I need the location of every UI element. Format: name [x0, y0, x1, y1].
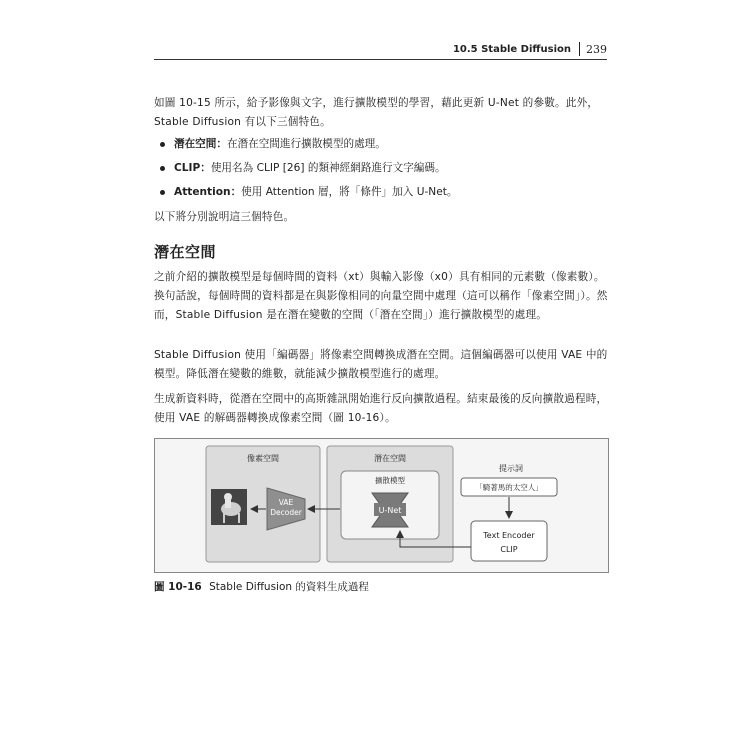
bullet-text: 使用 Attention 層，將「條件」加入 U-Net。 [241, 186, 458, 198]
bullet-clip [160, 160, 446, 176]
header-divider [579, 42, 580, 56]
text-encoder-box [471, 521, 547, 561]
bullet-dot [160, 142, 165, 147]
figure-10-16 [154, 438, 609, 573]
bullet-dot [160, 190, 165, 195]
section-heading: 潛在空間 [154, 243, 217, 261]
bullet-attention [160, 184, 457, 200]
diffusion-model-label: 擴散模型 [375, 476, 405, 485]
bullet-term: CLIP： [174, 162, 211, 174]
page-number: 239 [586, 42, 607, 56]
clip-label: CLIP [500, 545, 518, 554]
bullet-term: Attention： [174, 186, 242, 198]
caption-number: 圖 10-16 [154, 581, 202, 593]
running-header [453, 42, 607, 56]
pixel-space-label: 像素空間 [247, 454, 279, 463]
text-encoder-label: Text Encoder [483, 531, 535, 540]
paragraph-encoder: Stable Diffusion 使用「編碼器」將像素空間轉換成潛在空間。這個編碼器可以使用 VAE 中的模型。降低潛在變數的維數，就能減少擴散模型進行的處理。 [154, 349, 608, 380]
header-rule [154, 59, 607, 60]
bullet-latent [160, 136, 386, 152]
astronaut-horse-image [211, 489, 247, 525]
paragraph-generation: 生成新資料時，從潛在空間中的高斯雜訊開始進行反向擴散過程。結束最後的反向擴散過程時，使用 VAE 的解碼器轉換成像素空間（圖 10-16）。 [154, 393, 608, 424]
decoder-label: Decoder [270, 508, 302, 517]
prompt-label: 提示詞 [499, 464, 523, 473]
bullet-text: 在潛在空間進行擴散模型的處理。 [226, 138, 386, 150]
bullet-term: 潛在空間： [174, 138, 227, 150]
bullet-text: 使用名為 CLIP [26] 的類神經網路進行文字編碼。 [210, 162, 446, 174]
vae-label: VAE [278, 498, 294, 507]
latent-space-label: 潛在空間 [374, 454, 406, 463]
paragraph-summary: 以下將分別說明這三個特色。 [154, 211, 295, 223]
unet-label: U-Net [378, 506, 402, 515]
prompt-text: 「騎著馬的太空人」 [475, 483, 543, 492]
header-section: 10.5 Stable Diffusion [452, 43, 571, 55]
figure-caption [154, 579, 369, 594]
diagram [155, 439, 608, 572]
caption-text: Stable Diffusion 的資料生成過程 [209, 581, 369, 593]
paragraph-latent: 之前介紹的擴散模型是每個時間的資料（xt）與輸入影像（x0）具有相同的元素數（像素數）。換句話說，每個時間的資料都是在與影像相同的向量空間中處理（這可以稱作「像素空間」）。然而，Stable Diffusion 是在潛在變數的空間（「潛在空間」）進行擴散模型的處理。 [154, 271, 608, 321]
bullet-dot [160, 166, 165, 171]
paragraph-intro: 如圖 10-15 所示，給予影像與文字，進行擴散模型的學習，藉此更新 U-Net 的參數。此外，Stable Diffusion 有以下三個特色。 [154, 97, 599, 128]
